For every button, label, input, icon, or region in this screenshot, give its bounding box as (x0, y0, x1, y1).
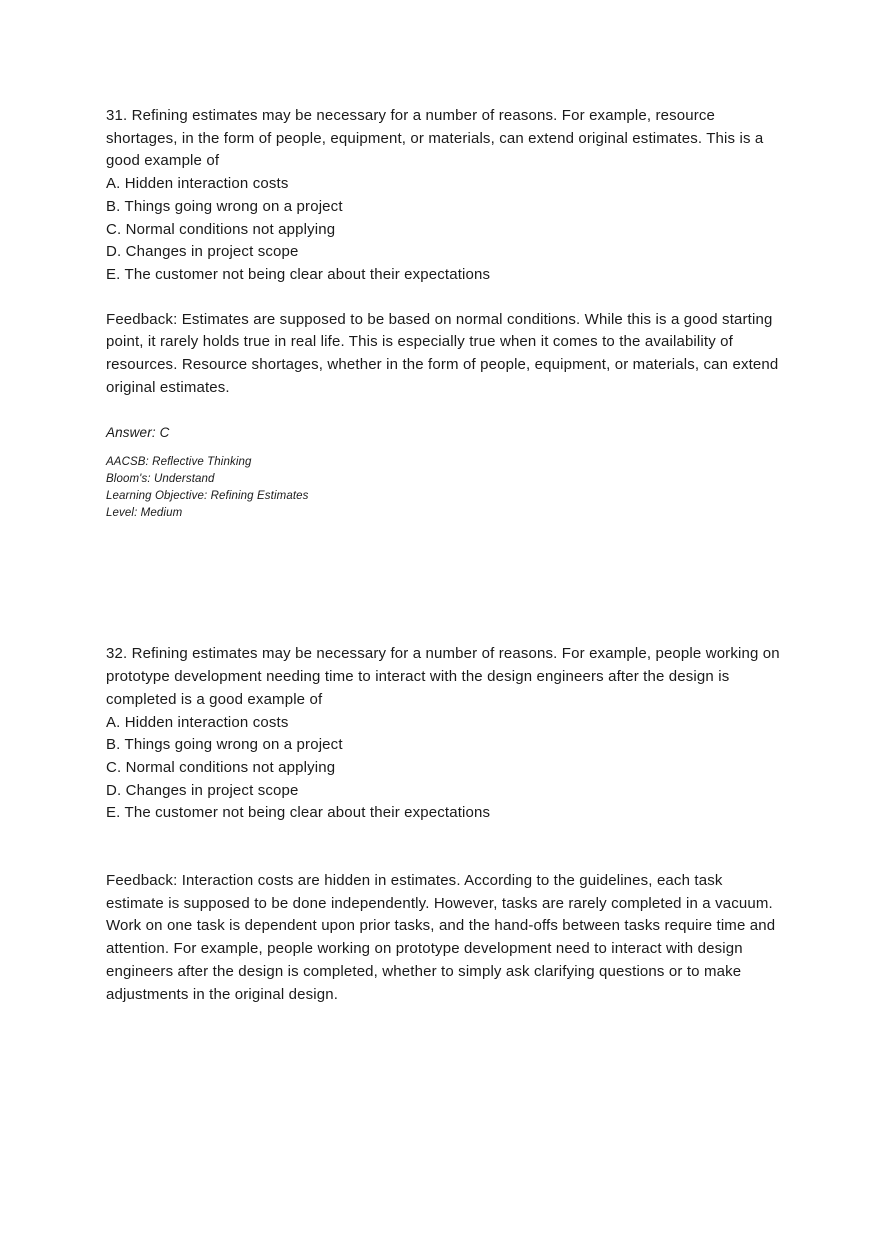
answer-key: Answer: C (106, 425, 170, 441)
question-feedback: Feedback: Interaction costs are hidden in estimates. According to the guidelines, each task estimate is supposed to be done independently. However, tasks are rarely completed in a vacuum. Work on one task is dependent upon prior tasks, and the hand-offs between tasks require time and attention. For example, people working on prototype development need to interact with design engineers after the design is completed, whether to simply ask clarifying questions or to make adjustments in the original design. (106, 872, 776, 1003)
question-separator-spacer (106, 522, 780, 643)
answer-option-a[interactable]: A. Hidden interaction costs (106, 713, 289, 731)
question-block-31 (106, 105, 780, 522)
spacer (106, 399, 780, 423)
answer-options-list (106, 173, 780, 287)
question-block-32 (106, 643, 780, 1006)
metadata-level: Level: Medium (106, 507, 183, 520)
metadata-aacsb: AACSB: Reflective Thinking (106, 456, 252, 469)
answer-option-e[interactable]: E. The customer not being clear about their expectations (106, 804, 491, 822)
answer-option-a[interactable]: A. Hidden interaction costs (106, 175, 289, 193)
answer-options-list (106, 712, 780, 826)
document-content (106, 105, 780, 1006)
answer-option-d[interactable]: D. Changes in project scope (106, 781, 299, 799)
answer-option-e[interactable]: E. The customer not being clear about their expectations (106, 265, 491, 283)
answer-option-d[interactable]: D. Changes in project scope (106, 243, 299, 261)
answer-option-b[interactable]: B. Things going wrong on a project (106, 736, 343, 754)
question-feedback: Feedback: Estimates are supposed to be based on normal conditions. While this is a good starting point, it rarely holds true in real life. This is especially true when it comes to the availability of resources. Resource shortages, whether in the form of people, equipment, or materials, can extend original estimates. (106, 310, 779, 396)
metadata-learning-objective: Learning Objective: Refining Estimates (106, 490, 309, 503)
spacer (106, 443, 780, 454)
answer-option-c[interactable]: C. Normal conditions not applying (106, 220, 336, 238)
question-stem: 32. Refining estimates may be necessary for a number of reasons. For example, people working on prototype development needing time to interact with the design engineers after the design is completed is a good example of (106, 645, 780, 708)
spacer (106, 287, 780, 309)
answer-option-c[interactable]: C. Normal conditions not applying (106, 758, 336, 776)
spacer (106, 825, 780, 870)
answer-option-b[interactable]: B. Things going wrong on a project (106, 197, 343, 215)
metadata-blooms: Bloom's: Understand (106, 473, 215, 486)
question-stem: 31. Refining estimates may be necessary for a number of reasons. For example, resource shortages, in the form of people, equipment, or materials, can extend original estimates. This is a good example of (106, 107, 764, 170)
question-metadata (106, 454, 780, 522)
